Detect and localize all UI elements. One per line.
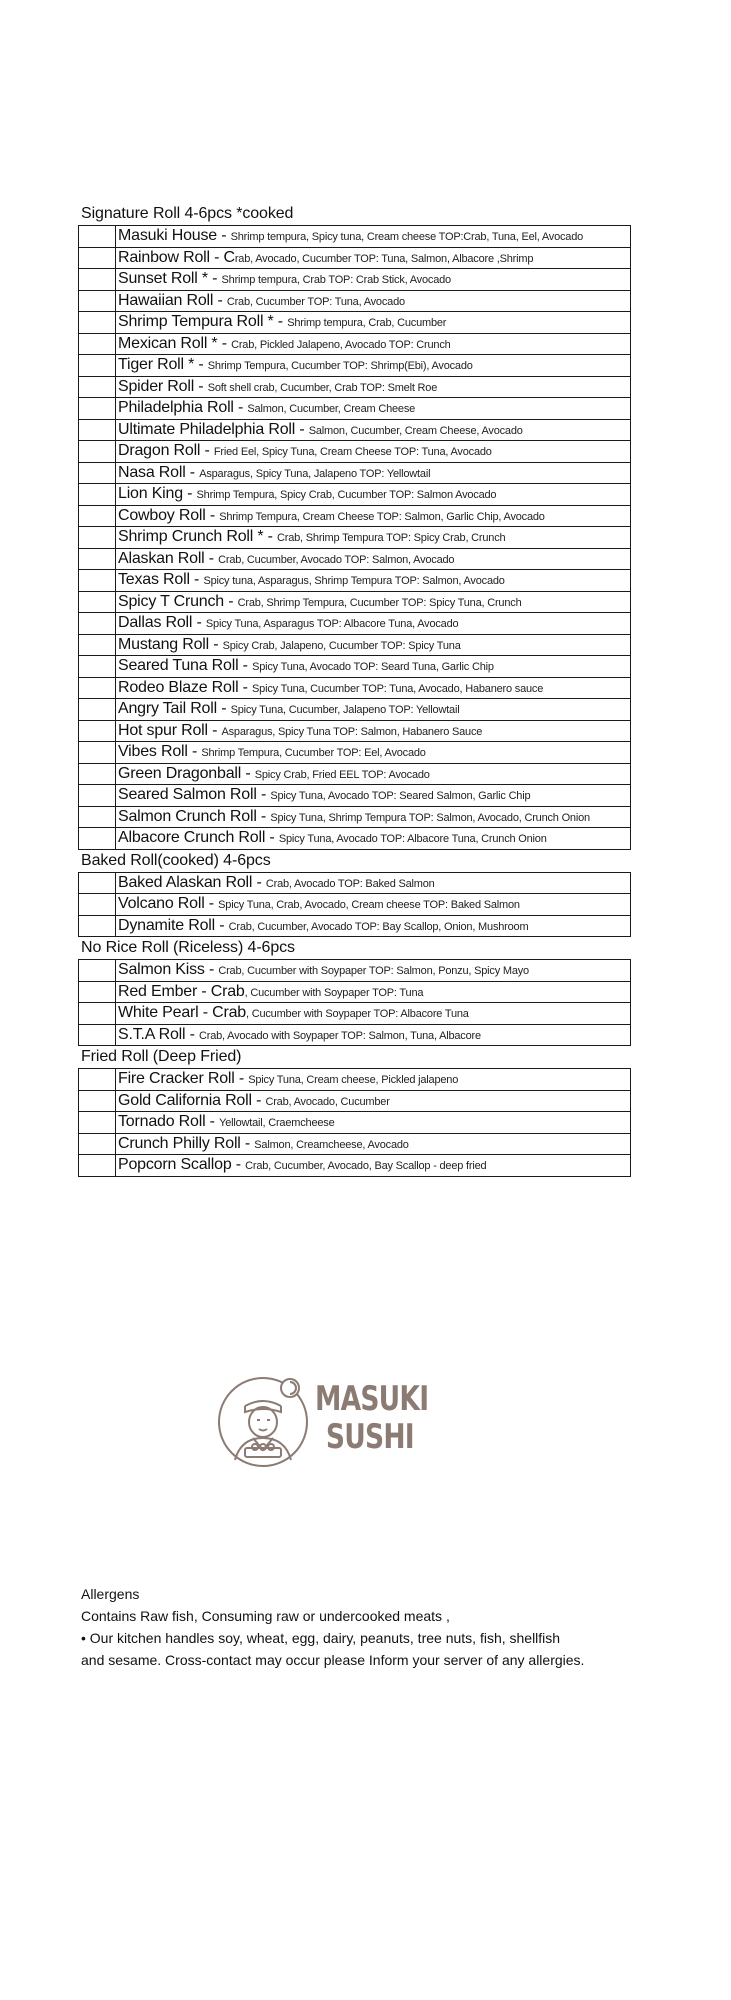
roll-description: Soft shell crab, Cucumber, Crab TOP: Smelt Roe xyxy=(207,381,438,394)
blank-cell xyxy=(79,1155,116,1177)
item-cell xyxy=(116,376,631,398)
item-cell xyxy=(116,828,631,850)
roll-description: , Cucumber with Soypaper TOP: Albacore Tuna xyxy=(246,1008,469,1021)
item-cell xyxy=(116,806,631,828)
roll-name: Red Ember - Crab xyxy=(118,982,245,1000)
blank-cell xyxy=(79,441,116,463)
roll-name: Alaskan Roll - xyxy=(118,549,219,567)
blank-cell xyxy=(79,312,116,334)
item-cell xyxy=(116,1003,631,1025)
roll-description: Shrimp Tempura, Cucumber TOP: Shrimp(Ebi), Avocado xyxy=(207,360,473,373)
logo-line-1: MASUKI xyxy=(315,1379,429,1419)
item-cell xyxy=(116,1112,631,1134)
section-title: Fried Roll (Deep Fried) xyxy=(81,1048,242,1065)
allergens-line-2: • Our kitchen handles soy, wheat, egg, dairy, peanuts, tree nuts, fish, shellfish xyxy=(81,1630,561,1646)
roll-description: Spicy Tuna, Avocado TOP: Seared Salmon, Garlic Chip xyxy=(270,790,531,803)
table-row xyxy=(79,1155,631,1177)
roll-description: Asparagus, Spicy Tuna, Jalapeno TOP: Yellowtail xyxy=(199,467,431,480)
roll-name: Lion King - xyxy=(118,485,197,503)
roll-name: Masuki House - xyxy=(118,227,231,245)
allergens-notice xyxy=(81,1583,681,1671)
sushi-chef-icon xyxy=(215,1370,315,1470)
table-row xyxy=(79,981,631,1003)
roll-description: rab, Avocado, Cucumber TOP: Tuna, Salmon, Albacore ,Shrimp xyxy=(234,252,534,265)
item-cell xyxy=(116,462,631,484)
roll-name: Spider Roll - xyxy=(118,377,208,395)
item-cell xyxy=(116,355,631,377)
table-row xyxy=(79,720,631,742)
item-cell xyxy=(116,333,631,355)
blank-cell xyxy=(79,785,116,807)
roll-name: Baked Alaskan Roll - xyxy=(118,873,266,891)
table-row xyxy=(79,1003,631,1025)
blank-cell xyxy=(79,656,116,678)
roll-description: Shrimp Tempura, Spicy Crab, Cucumber TOP: Salmon Avocado xyxy=(196,489,497,502)
roll-description: Salmon, Creamcheese, Avocado xyxy=(254,1138,409,1151)
roll-description: Spicy Tuna, Cucumber TOP: Tuna, Avocado, Habanero sauce xyxy=(252,682,544,695)
item-cell xyxy=(116,699,631,721)
item-cell xyxy=(116,527,631,549)
item-cell xyxy=(116,1069,631,1091)
allergens-line-1: Contains Raw fish, Consuming raw or undercooked meats , xyxy=(81,1608,450,1624)
roll-description: Crab, Cucumber with Soypaper TOP: Salmon, Ponzu, Spicy Mayo xyxy=(218,965,529,978)
roll-name: S.T.A Roll - xyxy=(118,1025,199,1043)
item-cell xyxy=(116,290,631,312)
table-row xyxy=(79,1024,631,1046)
roll-description: Spicy Tuna, Avocado TOP: Albacore Tuna, Crunch Onion xyxy=(278,833,547,846)
table-row xyxy=(79,828,631,850)
blank-cell xyxy=(79,376,116,398)
item-cell xyxy=(116,398,631,420)
item-cell xyxy=(116,1155,631,1177)
roll-name: Fire Cracker Roll - xyxy=(118,1070,249,1088)
blank-cell xyxy=(79,1003,116,1025)
roll-description: Crab, Shrimp Tempura TOP: Spicy Crab, Crunch xyxy=(277,532,506,545)
roll-description: Spicy Tuna, Cream cheese, Pickled jalapeno xyxy=(248,1074,459,1087)
roll-description: Spicy Crab, Fried EEL TOP: Avocado xyxy=(254,768,430,781)
table-row xyxy=(79,527,631,549)
table-row xyxy=(79,960,631,982)
table-row xyxy=(79,699,631,721)
item-cell xyxy=(116,742,631,764)
logo-line-2: SUSHI xyxy=(325,1417,414,1457)
blank-cell xyxy=(79,894,116,916)
table-row xyxy=(79,226,631,248)
roll-name: Ultimate Philadelphia Roll - xyxy=(118,420,309,438)
roll-name: Gold California Roll - xyxy=(118,1091,266,1109)
roll-description: Crab, Avocado, Cucumber xyxy=(265,1095,390,1108)
blank-cell xyxy=(79,806,116,828)
roll-name: Tiger Roll * - xyxy=(118,356,208,374)
item-cell xyxy=(116,613,631,635)
blank-cell xyxy=(79,613,116,635)
roll-description: Spicy Tuna, Shrimp Tempura TOP: Salmon, Avocado, Crunch Onion xyxy=(270,811,590,824)
blank-cell xyxy=(79,548,116,570)
roll-description: Yellowtail, Craemcheese xyxy=(219,1117,335,1130)
roll-description: Spicy Crab, Jalapeno, Cucumber TOP: Spicy Tuna xyxy=(222,639,461,652)
table-row xyxy=(79,656,631,678)
table-row xyxy=(79,398,631,420)
item-cell xyxy=(116,960,631,982)
item-cell xyxy=(116,720,631,742)
blank-cell xyxy=(79,462,116,484)
roll-name: Shrimp Tempura Roll * - xyxy=(118,313,288,331)
table-row xyxy=(79,355,631,377)
item-cell xyxy=(116,872,631,894)
roll-name: Seared Tuna Roll - xyxy=(118,657,253,675)
blank-cell xyxy=(79,269,116,291)
roll-name: Mexican Roll * - xyxy=(118,334,232,352)
roll-description: Shrimp Tempura, Cream Cheese TOP: Salmon, Garlic Chip, Avocado xyxy=(219,510,545,523)
table-row xyxy=(79,677,631,699)
blank-cell xyxy=(79,290,116,312)
table-row xyxy=(79,1112,631,1134)
blank-cell xyxy=(79,981,116,1003)
table-row xyxy=(79,247,631,269)
blank-cell xyxy=(79,634,116,656)
roll-name: Philadelphia Roll - xyxy=(118,399,248,417)
allergens-heading: Allergens xyxy=(81,1586,140,1602)
table-row xyxy=(79,894,631,916)
item-cell xyxy=(116,677,631,699)
roll-name: Sunset Roll * - xyxy=(118,270,222,288)
section-title: Baked Roll(cooked) 4-6pcs xyxy=(81,851,271,869)
blank-cell xyxy=(79,872,116,894)
table-row xyxy=(79,441,631,463)
table-row xyxy=(79,613,631,635)
table-row xyxy=(79,634,631,656)
blank-cell xyxy=(79,527,116,549)
table-row xyxy=(79,269,631,291)
roll-name: Salmon Kiss - xyxy=(118,961,219,979)
blank-cell xyxy=(79,677,116,699)
blank-cell xyxy=(79,763,116,785)
table-row xyxy=(79,548,631,570)
roll-description: Shrimp tempura, Crab, Cucumber xyxy=(287,317,447,330)
blank-cell xyxy=(79,828,116,850)
blank-cell xyxy=(79,484,116,506)
roll-name: Rodeo Blaze Roll - xyxy=(118,678,253,696)
roll-description: Crab, Cucumber TOP: Tuna, Avocado xyxy=(226,295,405,308)
item-cell xyxy=(116,1090,631,1112)
blank-cell xyxy=(79,1090,116,1112)
item-cell xyxy=(116,269,631,291)
blank-cell xyxy=(79,398,116,420)
table-row xyxy=(79,484,631,506)
blank-cell xyxy=(79,226,116,248)
table-row xyxy=(79,1090,631,1112)
item-cell xyxy=(116,981,631,1003)
table-row xyxy=(79,312,631,334)
roll-name: Cowboy Roll - xyxy=(118,506,220,524)
roll-description: Spicy tuna, Asparagus, Shrimp Tempura TOP: Salmon, Avocado xyxy=(203,575,505,588)
item-cell xyxy=(116,570,631,592)
roll-table xyxy=(78,872,631,938)
table-row xyxy=(79,290,631,312)
item-cell xyxy=(116,634,631,656)
blank-cell xyxy=(79,333,116,355)
blank-cell xyxy=(79,419,116,441)
roll-name: Mustang Roll - xyxy=(118,635,223,653)
table-row xyxy=(79,462,631,484)
roll-description: Crab, Cucumber, Avocado, Bay Scallop - deep fried xyxy=(245,1160,487,1173)
roll-name: Vibes Roll - xyxy=(118,743,202,761)
roll-name: Dragon Roll - xyxy=(118,442,214,460)
roll-table xyxy=(78,959,631,1046)
roll-name: Angry Tail Roll - xyxy=(118,700,231,718)
roll-description: Fried Eel, Spicy Tuna, Cream Cheese TOP: Tuna, Avocado xyxy=(213,446,492,459)
table-row xyxy=(79,419,631,441)
roll-description: Shrimp tempura, Crab TOP: Crab Stick, Avocado xyxy=(221,274,451,287)
blank-cell xyxy=(79,505,116,527)
roll-description: Crab, Avocado with Soypaper TOP: Salmon, Tuna, Albacore xyxy=(198,1029,481,1042)
roll-name: Dallas Roll - xyxy=(118,614,206,632)
item-cell xyxy=(116,915,631,937)
roll-name: Albacore Crunch Roll - xyxy=(118,829,279,847)
item-cell xyxy=(116,1133,631,1155)
blank-cell xyxy=(79,1024,116,1046)
roll-description: Asparagus, Spicy Tuna TOP: Salmon, Habanero Sauce xyxy=(221,725,483,738)
logo-text xyxy=(315,1380,428,1456)
blank-cell xyxy=(79,720,116,742)
table-row xyxy=(79,1069,631,1091)
roll-name: Dynamite Roll - xyxy=(118,916,229,934)
roll-description: Spicy Tuna, Crab, Avocado, Cream cheese TOP: Baked Salmon xyxy=(218,899,520,912)
item-cell xyxy=(116,656,631,678)
item-cell xyxy=(116,484,631,506)
roll-name: Green Dragonball - xyxy=(118,764,255,782)
table-row xyxy=(79,333,631,355)
item-cell xyxy=(116,894,631,916)
table-row xyxy=(79,872,631,894)
table-row xyxy=(79,806,631,828)
item-cell xyxy=(116,247,631,269)
roll-description: Crab, Pickled Jalapeno, Avocado TOP: Crunch xyxy=(231,338,451,351)
roll-description: Spicy Tuna, Avocado TOP: Seard Tuna, Garlic Chip xyxy=(252,661,494,674)
roll-description: Salmon, Cucumber, Cream Cheese xyxy=(247,403,416,416)
item-cell xyxy=(116,548,631,570)
roll-description: Crab, Cucumber, Avocado TOP: Bay Scallop, Onion, Mushroom xyxy=(228,920,529,933)
item-cell xyxy=(116,419,631,441)
roll-table xyxy=(78,225,631,850)
roll-description: Crab, Shrimp Tempura, Cucumber TOP: Spicy Tuna, Crunch xyxy=(237,596,522,609)
blank-cell xyxy=(79,1112,116,1134)
item-cell xyxy=(116,312,631,334)
roll-name: Texas Roll - xyxy=(118,571,204,589)
table-row xyxy=(79,1133,631,1155)
roll-description: Shrimp tempura, Spicy tuna, Cream cheese TOP:Crab, Tuna, Eel, Avocado xyxy=(230,231,584,244)
blank-cell xyxy=(79,591,116,613)
menu xyxy=(78,203,631,1177)
roll-description: Crab, Avocado TOP: Baked Salmon xyxy=(265,877,435,890)
roll-name: Salmon Crunch Roll - xyxy=(118,807,271,825)
blank-cell xyxy=(79,742,116,764)
section-title: Signature Roll 4-6pcs *cooked xyxy=(81,205,294,222)
blank-cell xyxy=(79,355,116,377)
roll-name: Hot spur Roll - xyxy=(118,721,222,739)
item-cell xyxy=(116,785,631,807)
item-cell xyxy=(116,763,631,785)
roll-description: Spicy Tuna, Cucumber, Jalapeno TOP: Yellowtail xyxy=(230,704,460,717)
roll-name: Hawaiian Roll - xyxy=(118,291,227,309)
table-row xyxy=(79,763,631,785)
roll-description: Salmon, Cucumber, Cream Cheese, Avocado xyxy=(308,424,523,437)
blank-cell xyxy=(79,570,116,592)
roll-name: Crunch Philly Roll - xyxy=(118,1134,255,1152)
roll-name: Rainbow Roll - C xyxy=(118,248,235,266)
table-row xyxy=(79,785,631,807)
roll-name: White Pearl - Crab xyxy=(118,1004,246,1022)
blank-cell xyxy=(79,960,116,982)
blank-cell xyxy=(79,915,116,937)
roll-name: Nasa Roll - xyxy=(118,463,200,481)
blank-cell xyxy=(79,1133,116,1155)
blank-cell xyxy=(79,1069,116,1091)
masuki-sushi-logo xyxy=(215,1370,435,1470)
roll-table xyxy=(78,1068,631,1177)
allergens-line-3: and sesame. Cross-contact may occur please Inform your server of any allergies. xyxy=(81,1652,585,1668)
roll-name: Volcano Roll - xyxy=(118,895,219,913)
blank-cell xyxy=(79,247,116,269)
roll-description: , Cucumber with Soypaper TOP: Tuna xyxy=(244,986,424,999)
item-cell xyxy=(116,1024,631,1046)
table-row xyxy=(79,376,631,398)
roll-description: Shrimp Tempura, Cucumber TOP: Eel, Avocado xyxy=(201,747,426,760)
section-title: No Rice Roll (Riceless) 4-6pcs xyxy=(81,939,295,956)
blank-cell xyxy=(79,699,116,721)
roll-description: Spicy Tuna, Asparagus TOP: Albacore Tuna, Avocado xyxy=(205,618,459,631)
roll-name: Seared Salmon Roll - xyxy=(118,786,271,804)
roll-name: Popcorn Scallop - xyxy=(118,1156,246,1174)
table-row xyxy=(79,505,631,527)
item-cell xyxy=(116,226,631,248)
table-row xyxy=(79,915,631,937)
table-row xyxy=(79,591,631,613)
table-row xyxy=(79,570,631,592)
roll-name: Shrimp Crunch Roll * - xyxy=(118,528,278,546)
item-cell xyxy=(116,505,631,527)
item-cell xyxy=(116,591,631,613)
roll-description: Crab, Cucumber, Avocado TOP: Salmon, Avocado xyxy=(218,553,455,566)
roll-name: Spicy T Crunch - xyxy=(118,592,238,610)
item-cell xyxy=(116,441,631,463)
roll-name: Tornado Roll - xyxy=(118,1113,220,1131)
table-row xyxy=(79,742,631,764)
